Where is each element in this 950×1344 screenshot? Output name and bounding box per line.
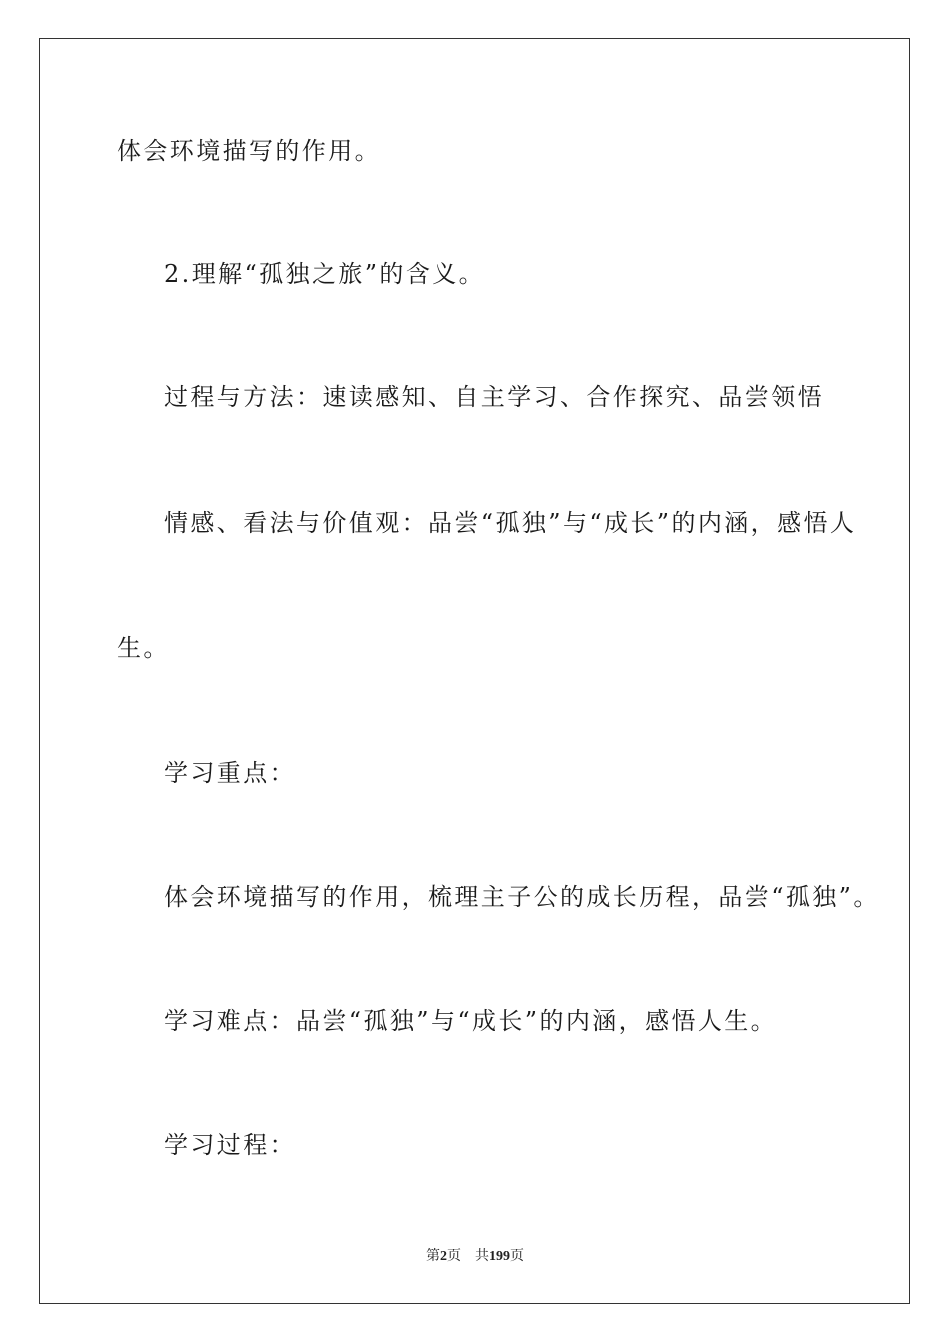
footer-page-suffix: 页 <box>447 1249 461 1264</box>
text-line-4: 情感、看法与价值观：品尝“孤独”与“成长”的内涵，感悟人 <box>164 509 857 537</box>
text-line-3: 过程与方法：速读感知、自主学习、合作探究、品尝领悟 <box>164 383 824 411</box>
footer-total-prefix: 共 <box>475 1249 489 1264</box>
text-line-7: 体会环境描写的作用，梳理主子公的成长历程，品尝“孤独”。 <box>164 883 880 911</box>
page-border <box>39 38 910 1304</box>
footer-total-pages: 199 <box>489 1249 510 1264</box>
text-line-6: 学习重点： <box>164 759 296 787</box>
footer-page-number: 2 <box>440 1249 447 1264</box>
text-line-2: 2.理解“孤独之旅”的含义。 <box>164 260 486 288</box>
footer-total-suffix: 页 <box>510 1249 524 1264</box>
text-line-5: 生。 <box>117 634 170 662</box>
text-line-9: 学习过程： <box>164 1131 296 1159</box>
footer-page-prefix: 第 <box>426 1249 440 1264</box>
text-line-1: 体会环境描写的作用。 <box>117 137 381 165</box>
page-footer <box>0 1247 950 1267</box>
text-line-8: 学习难点：品尝“孤独”与“成长”的内涵，感悟人生。 <box>164 1007 778 1035</box>
